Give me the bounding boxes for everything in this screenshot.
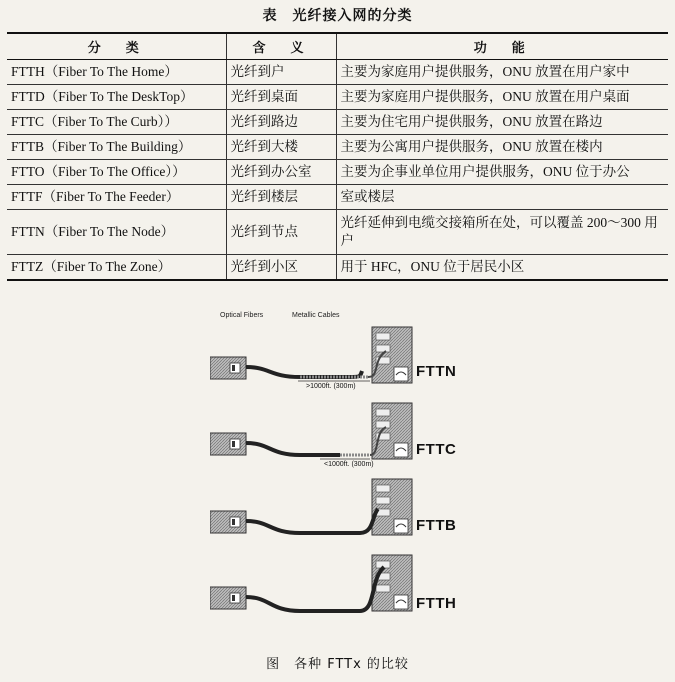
cell-function: 光纤延伸到电缆交接箱所在处，可以覆盖 200～300 用户 bbox=[336, 210, 668, 255]
cell-function: 主要为家庭用户提供服务，ONU 放置在用户家中 bbox=[336, 60, 668, 85]
table-header-row bbox=[7, 33, 668, 60]
table-row bbox=[7, 185, 668, 210]
cell-type: FTTH（Fiber To The Home） bbox=[7, 60, 226, 85]
table-row bbox=[7, 110, 668, 135]
table-row bbox=[7, 60, 668, 85]
cell-function: 主要为住宅用户提供服务，ONU 放置在路边 bbox=[336, 110, 668, 135]
figure-caption: 图 各种 FTTx 的比较 bbox=[266, 657, 409, 672]
header-category: 分 类 bbox=[7, 33, 226, 60]
cell-meaning: 光纤到办公室 bbox=[226, 160, 336, 185]
table-title: 表 光纤接入网的分类 bbox=[262, 8, 413, 24]
table-row bbox=[7, 85, 668, 110]
cell-type: FTTB（Fiber To The Building） bbox=[7, 135, 226, 160]
label-fttn: FTTN bbox=[416, 363, 457, 380]
header-function: 功 能 bbox=[336, 33, 668, 60]
panel-fttc bbox=[210, 403, 412, 459]
panel-fttn bbox=[210, 327, 412, 383]
cell-type: FTTD（Fiber To The DeskTop） bbox=[7, 85, 226, 110]
fttx-comparison-figure bbox=[210, 305, 470, 625]
cell-function: 主要为公寓用户提供服务，ONU 放置在楼内 bbox=[336, 135, 668, 160]
panel-ftth bbox=[210, 555, 412, 611]
table-row bbox=[7, 160, 668, 185]
panel-fttb bbox=[210, 479, 412, 535]
cell-meaning: 光纤到路边 bbox=[226, 110, 336, 135]
cell-type: FTTZ（Fiber To The Zone） bbox=[7, 255, 226, 281]
cell-type: FTTC（Fiber To The Curb）） bbox=[7, 110, 226, 135]
cell-function: 用于 HFC，ONU 位于居民小区 bbox=[336, 255, 668, 281]
table-row bbox=[7, 255, 668, 281]
distance-fttn: >1000ft. (300m) bbox=[306, 383, 356, 390]
cell-function: 主要为企事业单位用户提供服务，ONU 位于办公 bbox=[336, 160, 668, 185]
cell-meaning: 光纤到桌面 bbox=[226, 85, 336, 110]
cell-meaning: 光纤到楼层 bbox=[226, 185, 336, 210]
cell-type: FTTN（Fiber To The Node） bbox=[7, 210, 226, 255]
table-row bbox=[7, 210, 668, 255]
cell-type: FTTF（Fiber To The Feeder） bbox=[7, 185, 226, 210]
cell-meaning: 光纤到节点 bbox=[226, 210, 336, 255]
label-ftth: FTTH bbox=[416, 595, 457, 612]
cell-function: 室或楼层 bbox=[336, 185, 668, 210]
header-meaning: 含 义 bbox=[226, 33, 336, 60]
cell-meaning: 光纤到户 bbox=[226, 60, 336, 85]
cell-meaning: 光纤到小区 bbox=[226, 255, 336, 281]
cell-type: FTTO（Fiber To The Office）） bbox=[7, 160, 226, 185]
legend-optical-fibers: Optical Fibers bbox=[220, 312, 264, 319]
label-fttc: FTTC bbox=[416, 441, 457, 458]
cell-meaning: 光纤到大楼 bbox=[226, 135, 336, 160]
legend-metallic-cables: Metallic Cables bbox=[292, 312, 340, 319]
label-fttb: FTTB bbox=[416, 517, 457, 534]
table-row bbox=[7, 135, 668, 160]
distance-fttc: <1000ft. (300m) bbox=[324, 461, 374, 468]
cell-function: 主要为家庭用户提供服务，ONU 放置在用户桌面 bbox=[336, 85, 668, 110]
fttx-classification-table bbox=[7, 32, 668, 281]
